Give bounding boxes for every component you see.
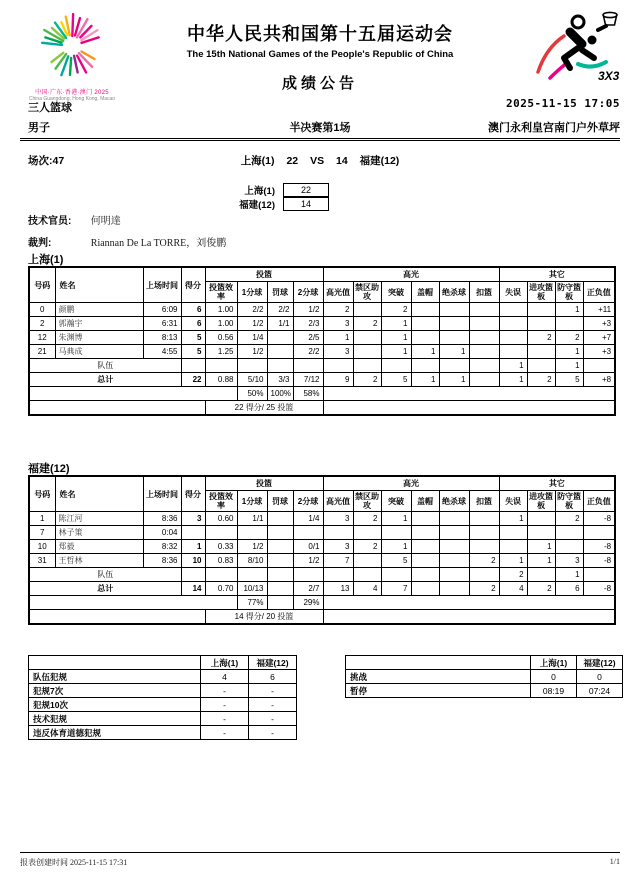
stat-cell: [267, 526, 293, 540]
player-row: [29, 554, 615, 568]
stat-cell: [381, 526, 411, 540]
stat-cell: [411, 303, 439, 317]
stat-cell: [499, 526, 527, 540]
report-datetime: 2025-11-15 17:05: [506, 97, 620, 110]
col-number: 号码: [29, 476, 55, 512]
stat-cell: 2: [527, 331, 555, 345]
stat-cell: 陈江河: [55, 512, 143, 526]
col-efficiency: 投篮效率: [205, 491, 237, 512]
stat-cell: 1/2: [237, 345, 267, 359]
table-row: 犯规10次 - -: [29, 698, 297, 712]
stat-cell: 2: [555, 512, 583, 526]
stat-cell: [499, 345, 527, 359]
stat-cell: 3: [323, 540, 353, 554]
team-b-stats: [28, 475, 616, 625]
sport-label: 三人篮球: [28, 102, 72, 114]
footer: [20, 857, 620, 868]
stat-cell: 颜鹏: [55, 303, 143, 317]
stat-cell: 马典成: [55, 345, 143, 359]
stat-cell: 2/2: [293, 345, 323, 359]
stat-cell: 1: [527, 540, 555, 554]
stat-cell: 8:36: [143, 512, 181, 526]
stat-cell: [411, 512, 439, 526]
score-box: [0, 183, 640, 211]
score-line-score-b: 14: [336, 155, 348, 167]
stat-cell: 0.60: [205, 512, 237, 526]
stat-cell: [237, 526, 267, 540]
gender-label: 男子: [28, 122, 50, 134]
group-shooting: 投篮: [205, 267, 323, 282]
stat-cell: [439, 331, 469, 345]
score-box-team-b: 福建(12): [239, 200, 275, 211]
stat-cell: [527, 317, 555, 331]
header-titles: [140, 20, 500, 93]
stat-cell: 3: [181, 512, 205, 526]
stat-cell: [181, 526, 205, 540]
stat-cell: [439, 317, 469, 331]
stat-cell: [411, 331, 439, 345]
stat-cell: 1: [555, 345, 583, 359]
stat-cell: 1: [499, 554, 527, 568]
stat-cell: 10: [29, 540, 55, 554]
stat-cell: 0:04: [143, 526, 181, 540]
stat-cell: 1: [555, 303, 583, 317]
bulletin-title: 成绩公告: [281, 75, 358, 92]
stat-cell: 1: [181, 540, 205, 554]
col-def-rebound: 防守篮板: [557, 283, 582, 302]
stat-cell: 1/4: [293, 512, 323, 526]
stat-cell: 2: [381, 303, 411, 317]
col-block: 盖帽: [411, 282, 439, 303]
stat-cell: [527, 303, 555, 317]
fouls-team-a-header: 上海(1): [201, 656, 249, 670]
stat-cell: 5: [181, 331, 205, 345]
stat-cell: [411, 317, 439, 331]
game-number: 场次:47: [28, 155, 65, 167]
stat-cell: [469, 345, 499, 359]
stat-cell: 1/4: [237, 331, 267, 345]
stat-cell: [469, 512, 499, 526]
page-number: 1/1: [609, 857, 620, 866]
col-time: 上场时间: [143, 476, 181, 512]
stat-cell: +7: [583, 331, 615, 345]
col-block: 盖帽: [411, 491, 439, 512]
stat-cell: -8: [583, 540, 615, 554]
col-plus-minus: 正负值: [583, 491, 615, 512]
stat-cell: [353, 331, 381, 345]
stat-cell: [353, 345, 381, 359]
stat-cell: [469, 540, 499, 554]
stat-cell: 1: [381, 512, 411, 526]
stat-cell: +11: [583, 303, 615, 317]
stat-cell: [323, 526, 353, 540]
stat-cell: [469, 331, 499, 345]
col-drive: 突破: [381, 282, 411, 303]
col-efficiency: 投篮效率: [205, 282, 237, 303]
col-points: 得分: [181, 267, 205, 303]
report-created-time: 报表创建时间 2025-11-15 17:31: [20, 858, 128, 867]
stat-cell: [411, 554, 439, 568]
score-line-vs: VS: [310, 155, 325, 167]
stat-cell: 8:36: [143, 554, 181, 568]
stat-cell: 1.00: [205, 303, 237, 317]
stat-cell: 21: [29, 345, 55, 359]
stat-cell: 2: [353, 540, 381, 554]
team-a-stats-table: [28, 266, 616, 416]
score-box-value-a: 22: [283, 183, 329, 197]
score-line-team-b: 福建(12): [359, 155, 400, 167]
stat-cell: 1: [29, 512, 55, 526]
total-row: 总计 22 0.88 5/10 3/3 7/12 9 2 5 1 1 1 2 5 +8: [29, 373, 615, 387]
stat-cell: +3: [583, 317, 615, 331]
stat-cell: 7: [323, 554, 353, 568]
group-highlight: 高光: [323, 267, 499, 282]
stat-cell: 林子策: [55, 526, 143, 540]
score-box-value-b: 14: [283, 197, 329, 211]
pictogram-label: 3X3: [598, 69, 620, 83]
score-line: [238, 153, 403, 168]
stat-cell: [439, 540, 469, 554]
stat-cell: [527, 526, 555, 540]
col-clutch: 绝杀球: [439, 491, 469, 512]
stat-cell: 0.56: [205, 331, 237, 345]
stat-cell: 1: [381, 317, 411, 331]
stat-cell: 郭瀚宇: [55, 317, 143, 331]
stat-cell: 6:31: [143, 317, 181, 331]
score-line-team-a: 上海(1): [240, 155, 275, 167]
header-divider: [20, 140, 620, 141]
percent-row: 50% 100% 58%: [29, 387, 615, 401]
stat-cell: [439, 554, 469, 568]
stat-cell: [353, 554, 381, 568]
stat-cell: [555, 540, 583, 554]
col-freethrow: 罚球: [267, 491, 293, 512]
player-row: [29, 303, 615, 317]
stat-cell: [353, 303, 381, 317]
col-key-assist: 禁区助攻: [355, 492, 379, 511]
stat-cell: -8: [583, 512, 615, 526]
team-row: 队伍 1 1: [29, 359, 615, 373]
technical-official-label: 技术官员:: [28, 216, 72, 227]
stat-cell: 1: [439, 345, 469, 359]
stat-cell: 1.00: [205, 317, 237, 331]
stat-cell: [353, 526, 381, 540]
team-b-name: 福建(12): [28, 463, 70, 475]
stat-cell: [469, 317, 499, 331]
event-meta-row: [20, 119, 620, 139]
stat-cell: [555, 526, 583, 540]
stat-cell: [439, 526, 469, 540]
stat-cell: [527, 345, 555, 359]
stat-cell: 6:09: [143, 303, 181, 317]
col-off-rebound: 进攻篮板: [529, 283, 554, 302]
stat-cell: [583, 526, 615, 540]
player-row: [29, 526, 615, 540]
stat-cell: 1/2: [237, 317, 267, 331]
table-row: 挑战 0 0: [346, 670, 623, 684]
stat-cell: 2: [353, 512, 381, 526]
stat-cell: 1: [527, 554, 555, 568]
technical-official-name: 何明達: [90, 216, 121, 227]
stat-cell: 2/2: [267, 303, 293, 317]
stat-cell: 0.33: [205, 540, 237, 554]
col-def-rebound: 防守篮板: [557, 492, 582, 511]
col-2pt: 2分球: [293, 491, 323, 512]
stat-cell: 3: [555, 554, 583, 568]
extras-table: [345, 655, 623, 698]
stat-cell: 10: [181, 554, 205, 568]
fouls-team-b-header: 福建(12): [249, 656, 297, 670]
stat-cell: 12: [29, 331, 55, 345]
stat-cell: [411, 540, 439, 554]
player-row: [29, 345, 615, 359]
stat-cell: 1/1: [237, 512, 267, 526]
stat-cell: +3: [583, 345, 615, 359]
stat-cell: [267, 512, 293, 526]
extras-header-row: [346, 656, 623, 670]
referees-row: [28, 234, 226, 249]
round-label: 半决赛第1场: [289, 122, 351, 134]
stat-cell: 2: [353, 317, 381, 331]
stat-cell: 1: [323, 331, 353, 345]
page-title: 中华人民共和国第十五届运动会: [187, 24, 453, 44]
col-dunk: 扣篮: [469, 282, 499, 303]
stat-cell: 2: [469, 554, 499, 568]
stat-cell: 1: [381, 331, 411, 345]
summary-row: 22 得分/ 25 投篮: [29, 401, 615, 416]
col-time: 上场时间: [143, 267, 181, 303]
player-row: [29, 331, 615, 345]
stat-cell: 1: [381, 540, 411, 554]
team-a-stats: [28, 266, 616, 416]
table-row: 犯规7次 - -: [29, 684, 297, 698]
stat-cell: 6: [181, 303, 205, 317]
games-emblem: [16, 8, 128, 102]
stat-cell: [267, 554, 293, 568]
team-a-name: 上海(1): [28, 254, 64, 266]
stat-cell: [499, 540, 527, 554]
stat-cell: [499, 317, 527, 331]
stat-cell: 1.25: [205, 345, 237, 359]
basketball-3x3-pictogram-icon: [520, 8, 624, 94]
games-emblem-logo: [16, 8, 128, 82]
total-row: 总计 14 0.70 10/13 2/7 13 4 7 2 4 2 6 -8: [29, 582, 615, 596]
stat-cell: 7: [29, 526, 55, 540]
table-row: 技术犯规 - -: [29, 712, 297, 726]
col-plus-minus: 正负值: [583, 282, 615, 303]
score-box-team-a: 上海(1): [244, 186, 275, 197]
extras-team-a-header: 上海(1): [531, 656, 577, 670]
stat-cell: 5: [181, 345, 205, 359]
stat-cell: [555, 317, 583, 331]
stat-cell: [205, 526, 237, 540]
stat-cell: [267, 345, 293, 359]
stat-cell: 王哲林: [55, 554, 143, 568]
table-row: 违反体育道德犯规 - -: [29, 726, 297, 740]
col-off-rebound: 进攻篮板: [529, 492, 554, 511]
emblem-caption-en: China Guangdong, Hong Kong, Macao: [28, 96, 116, 102]
col-name: 姓名: [55, 476, 143, 512]
venue-label: 澳门永利皇宫南门户外草坪: [488, 122, 620, 134]
stat-cell: 2/5: [293, 331, 323, 345]
footer-divider: [20, 852, 620, 853]
stat-cell: 2/2: [237, 303, 267, 317]
col-clutch: 绝杀球: [439, 282, 469, 303]
referees-names: Riannan De La TORRE，刘俊鹏: [90, 238, 227, 249]
score-box-row-b: [0, 197, 640, 211]
stat-cell: 2: [29, 317, 55, 331]
emblem-caption: 中国·广东·香港·澳门 2025: [35, 90, 109, 96]
group-other: 其它: [499, 476, 615, 491]
referees-label: 裁判:: [28, 238, 52, 249]
stat-cell: 2: [555, 331, 583, 345]
fouls-table: [28, 655, 297, 740]
table-row: 队伍犯规 4 6: [29, 670, 297, 684]
player-row: [29, 540, 615, 554]
group-other: 其它: [499, 267, 615, 282]
stat-cell: [499, 331, 527, 345]
stat-cell: 31: [29, 554, 55, 568]
stat-cell: 1: [499, 512, 527, 526]
extras-empty-header: [346, 656, 531, 670]
stat-cell: 2: [323, 303, 353, 317]
col-key-assist: 禁区助攻: [355, 283, 379, 302]
col-highlight-value: 高光值: [323, 491, 353, 512]
score-box-row-a: [0, 183, 640, 197]
stat-cell: 0: [29, 303, 55, 317]
summary-row: 14 得分/ 20 投篮: [29, 610, 615, 625]
stat-cell: 郑毅: [55, 540, 143, 554]
page-subtitle: The 15th National Games of the People's Republic of China: [186, 49, 454, 60]
stat-cell: 8:32: [143, 540, 181, 554]
col-dunk: 扣篮: [469, 491, 499, 512]
stat-cell: 1/2: [293, 303, 323, 317]
col-2pt: 2分球: [293, 282, 323, 303]
stat-cell: 1/2: [293, 554, 323, 568]
stat-cell: 8:13: [143, 331, 181, 345]
score-line-score-a: 22: [286, 155, 299, 167]
stat-cell: [439, 303, 469, 317]
col-name: 姓名: [55, 267, 143, 303]
stat-cell: 5: [381, 554, 411, 568]
stat-cell: [469, 526, 499, 540]
stats-header: [29, 267, 615, 303]
stat-cell: 1/1: [267, 317, 293, 331]
col-1pt: 1分球: [237, 491, 267, 512]
col-turnover: 失误: [499, 282, 527, 303]
extras-team-b-header: 福建(12): [577, 656, 623, 670]
stat-cell: 8/10: [237, 554, 267, 568]
stat-cell: 1: [411, 345, 439, 359]
stat-cell: -8: [583, 554, 615, 568]
percent-row: 77% 29%: [29, 596, 615, 610]
stat-cell: 4:55: [143, 345, 181, 359]
stats-header: [29, 476, 615, 512]
col-turnover: 失误: [499, 491, 527, 512]
team-b-stats-table: [28, 475, 616, 625]
stat-cell: [267, 540, 293, 554]
stat-cell: 2/3: [293, 317, 323, 331]
stat-cell: 1: [381, 345, 411, 359]
col-freethrow: 罚球: [267, 282, 293, 303]
stat-cell: [411, 526, 439, 540]
stat-cell: 0.83: [205, 554, 237, 568]
stat-cell: 6: [181, 317, 205, 331]
stat-cell: 3: [323, 345, 353, 359]
technical-official-row: [28, 212, 121, 227]
stat-cell: [267, 331, 293, 345]
fouls-empty-header: [29, 656, 201, 670]
stat-cell: [527, 512, 555, 526]
col-1pt: 1分球: [237, 282, 267, 303]
player-row: [29, 317, 615, 331]
team-row: 队伍 2 1: [29, 568, 615, 582]
stat-cell: [499, 303, 527, 317]
col-points: 得分: [181, 476, 205, 512]
game-row: [20, 153, 620, 168]
stat-cell: 3: [323, 512, 353, 526]
stat-cell: [439, 512, 469, 526]
table-row: 暂停 08:19 07:24: [346, 684, 623, 698]
stat-cell: 0/1: [293, 540, 323, 554]
stat-cell: [469, 303, 499, 317]
stat-cell: 3: [323, 317, 353, 331]
group-shooting: 投篮: [205, 476, 323, 491]
col-highlight-value: 高光值: [323, 282, 353, 303]
stat-cell: 1/2: [237, 540, 267, 554]
col-drive: 突破: [381, 491, 411, 512]
stat-cell: [293, 526, 323, 540]
fouls-header-row: [29, 656, 297, 670]
player-row: [29, 512, 615, 526]
col-number: 号码: [29, 267, 55, 303]
stat-cell: 朱渊博: [55, 331, 143, 345]
group-highlight: 高光: [323, 476, 499, 491]
